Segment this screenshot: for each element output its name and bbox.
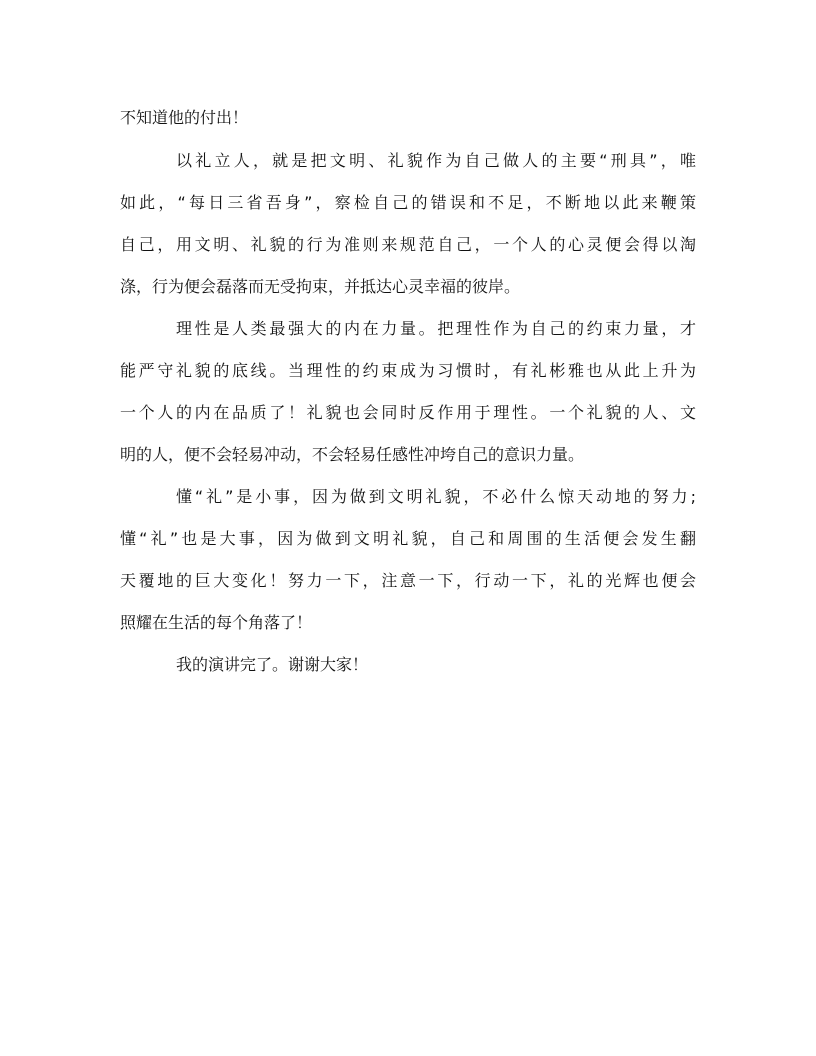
paragraph-4-line-2: 懂“礼”也是大事，因为做到文明礼貌，自己和周围的生活便会发生翻 [120,529,696,548]
paragraph-5-line-1: 我的演讲完了。谢谢大家！ [176,655,369,674]
paragraph-4-line-3: 天覆地的巨大变化！努力一下，注意一下，行动一下，礼的光辉也便会 [120,571,696,590]
paragraph-2-line-1: 以礼立人，就是把文明、礼貌作为自己做人的主要“刑具”，唯 [176,151,696,170]
paragraph-3-line-1: 理性是人类最强大的内在力量。把理性作为自己的约束力量，才 [176,319,696,338]
paragraph-3-line-2: 能严守礼貌的底线。当理性的约束成为习惯时，有礼彬雅也从此上升为 [120,361,696,380]
paragraph-1-line-1: 不知道他的付出！ [120,108,249,127]
paragraph-2-line-2: 如此，“每日三省吾身”，察检自己的错误和不足，不断地以此来鞭策 [120,193,696,212]
paragraph-2-line-4: 涤，行为便会磊落而无受拘束，并抵达心灵幸福的彼岸。 [120,277,521,296]
paragraph-3-line-3: 一个人的内在品质了！礼貌也会同时反作用于理性。一个礼貌的人、文 [120,403,696,422]
paragraph-4-line-4: 照耀在生活的每个角落了！ [120,613,313,632]
paragraph-3-line-4: 明的人，便不会轻易冲动，不会轻易任感性冲垮自己的意识力量。 [120,445,585,464]
paragraph-2-line-3: 自己，用文明、礼貌的行为准则来规范自己，一个人的心灵便会得以淘 [120,235,696,254]
paragraph-4-line-1: 懂“礼”是小事，因为做到文明礼貌，不必什么惊天动地的努力; [176,487,696,506]
